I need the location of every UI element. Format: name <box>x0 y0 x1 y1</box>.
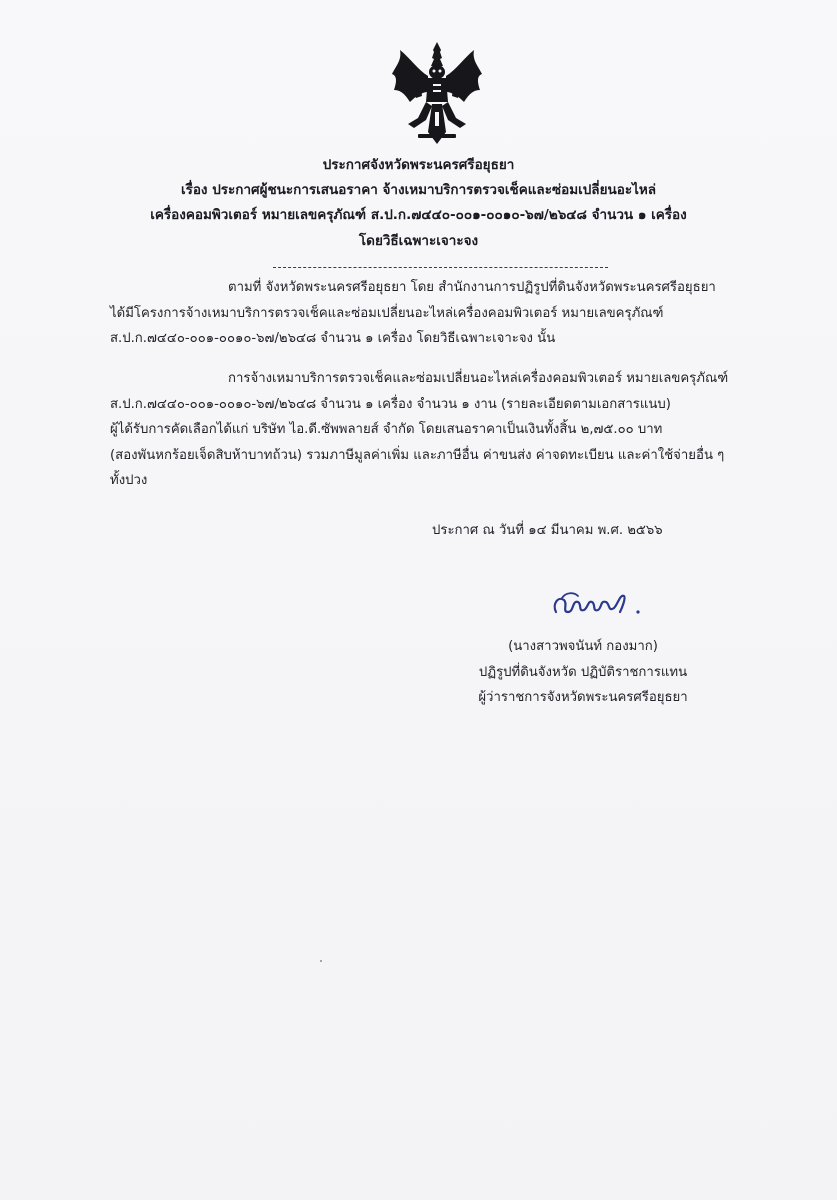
paragraph-1-line: ตามที่ จังหวัดพระนครศรีอยุธยา โดย สำนักงานการปฏิรูปที่ดินจังหวัดพระนครศรีอยุธยา <box>228 280 716 295</box>
paragraph-1-line: ส.ป.ก.๗๔๔๐-๐๐๑-๐๐๑๐-๖๗/๒๖๔๘ จำนวน ๑ เครื่อง โดยวิธีเฉพาะเจาะจง นั้น <box>110 331 556 346</box>
paragraph-2-line: (สองพันหกร้อยเจ็ดสิบห้าบาทถ้วน) รวมภาษีมูลค่าเพิ่ม และภาษีอื่น ค่าขนส่ง ค่าจดทะเบียน และค่าใช้จ่ายอื่น ๆ <box>110 447 725 463</box>
paragraph-2-line: ทั้งปวง <box>110 473 148 488</box>
paper-speck <box>320 960 322 962</box>
signer-name: (นางสาวพจนันท์ กองมาก) <box>508 639 658 654</box>
paragraph-2-line: ผู้ได้รับการคัดเลือกได้แก่ บริษัท ไอ.ดี.ซัพพลายส์ จำกัด โดยเสนอราคาเป็นเงินทั้งสิ้น ๒,๗๕.๐๐ บาท <box>110 422 663 437</box>
paragraph-2-line: การจ้างเหมาบริการตรวจเช็คและซ่อมเปลี่ยนอะไหล่เครื่องคอมพิวเตอร์ หมายเลขครุภัณฑ์ <box>228 371 729 386</box>
paragraph-1 <box>110 275 726 352</box>
announcement-method: โดยวิธีเฉพาะเจาะจง <box>358 233 479 249</box>
announcement-subject-continued: เครื่องคอมพิวเตอร์ หมายเลขครุภัณฑ์ ส.ป.ก.๗๔๔๐-๐๐๑-๐๐๑๐-๖๗/๒๖๔๘ จำนวน ๑ เครื่อง <box>150 207 687 223</box>
signer-authority: ผู้ว่าราชการจังหวัดพระนครศรีอยุธยา <box>478 690 688 705</box>
paragraph-2-line: ส.ป.ก.๗๔๔๐-๐๐๑-๐๐๑๐-๖๗/๒๖๔๘ จำนวน ๑ เครื่อง จำนวน ๑ งาน (รายละเอียดตามเอกสารแนบ) <box>110 396 671 412</box>
paragraph-1-line: ได้มีโครงการจ้างเหมาบริการตรวจเช็คและซ่อมเปลี่ยนอะไหล่เครื่องคอมพิวเตอร์ หมายเลขครุภัณฑ์ <box>110 305 664 321</box>
dashed-divider <box>273 267 608 268</box>
handwritten-signature <box>548 582 658 626</box>
signer-block <box>448 634 718 711</box>
announcement-date: ประกาศ ณ วันที่ ๑๔ มีนาคม พ.ศ. ๒๕๖๖ <box>432 523 663 538</box>
garuda-emblem-icon <box>388 40 486 146</box>
announcement-subject: เรื่อง ประกาศผู้ชนะการเสนอราคา จ้างเหมาบริการตรวจเช็คและซ่อมเปลี่ยนอะไหล่ <box>180 182 657 198</box>
signer-position: ปฏิรูปที่ดินจังหวัด ปฏิบัติราชการแทน <box>478 664 688 680</box>
announcement-title: ประกาศจังหวัดพระนครศรีอยุธยา <box>322 157 515 173</box>
paragraph-2 <box>110 366 729 494</box>
